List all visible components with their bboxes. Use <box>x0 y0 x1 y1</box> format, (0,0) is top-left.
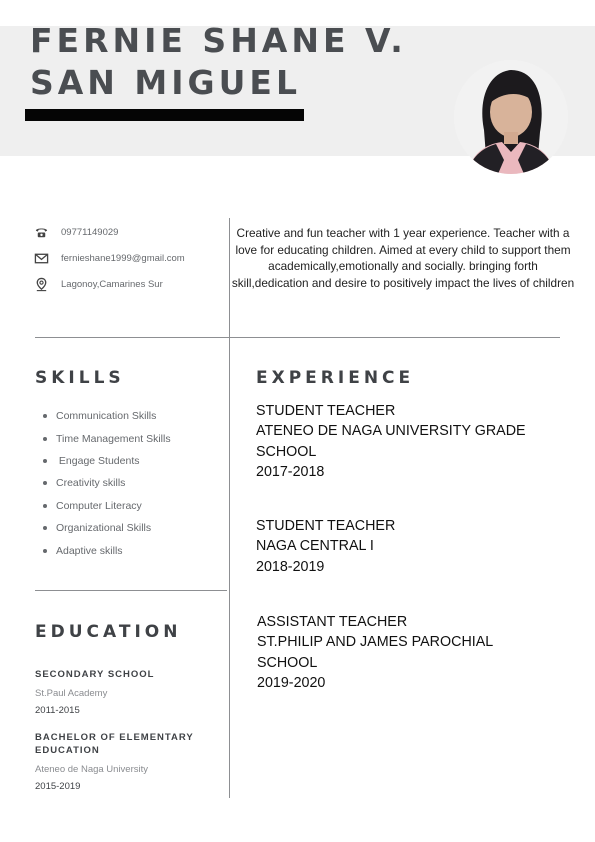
bullet-icon <box>43 459 47 463</box>
horizontal-divider-left <box>35 590 227 591</box>
experience-years: 2019-2020 <box>257 675 326 692</box>
bullet-icon <box>43 414 47 418</box>
education-school: Ateneo de Naga University <box>35 764 149 775</box>
skills-list <box>43 405 171 562</box>
contact-location <box>34 271 185 297</box>
experience-school-cont: SCHOOL <box>256 443 317 460</box>
contact-info <box>34 219 185 297</box>
experience-years: 2017-2018 <box>256 464 325 481</box>
education-level: SECONDARY SCHOOL <box>35 669 155 680</box>
bullet-icon <box>43 526 47 530</box>
phone-icon <box>34 225 49 240</box>
list-item <box>43 517 171 539</box>
bullet-icon <box>43 437 47 441</box>
location-text: Lagonoy,Camarines Sur <box>61 278 163 290</box>
list-item <box>43 539 171 561</box>
mail-icon <box>34 251 49 266</box>
skill-label: Creativity skills <box>56 477 126 490</box>
applicant-name <box>30 20 407 104</box>
education-years: 2015-2019 <box>35 781 81 792</box>
education-entry <box>35 668 215 716</box>
education-years: 2011-2015 <box>35 705 80 716</box>
profile-summary: Creative and fun teacher with 1 year experience. Teacher with a love for educating children. Aimed at every child to support them academically,emotionally and socially. bringing forth skill,dedication and desire to positively impact the lives of children <box>231 226 575 290</box>
list-item <box>43 450 171 472</box>
skill-label: Engage Students <box>56 454 140 467</box>
experience-school: NAGA CENTRAL I <box>256 538 374 555</box>
horizontal-divider-top <box>35 337 560 338</box>
vertical-divider <box>229 218 230 798</box>
experience-entry <box>256 401 526 483</box>
contact-phone <box>34 219 185 245</box>
bullet-icon <box>43 504 47 508</box>
redacted-subtitle-bar <box>25 109 304 121</box>
skill-label: Adaptive skills <box>56 544 123 557</box>
experience-role: ASSISTANT TEACHER <box>257 614 408 630</box>
experience-school-cont: SCHOOL <box>257 654 318 671</box>
list-item <box>43 495 171 517</box>
experience-entry <box>256 516 395 577</box>
email-text: fernieshane1999@gmail.com <box>61 252 185 264</box>
skill-label: Time Management Skills <box>56 432 171 445</box>
phone-text: 09771149029 <box>61 226 119 238</box>
experience-school: ATENEO DE NAGA UNIVERSITY GRADE <box>256 423 526 440</box>
education-school: St.Paul Academy <box>35 688 108 699</box>
contact-email <box>34 245 185 271</box>
profile-photo <box>454 60 568 174</box>
skill-label: Communication Skills <box>56 410 157 423</box>
experience-years: 2018-2019 <box>256 558 325 575</box>
list-item <box>43 472 171 494</box>
list-item <box>43 427 171 449</box>
skill-label: Computer Literacy <box>56 499 142 512</box>
bullet-icon <box>43 481 47 485</box>
bullet-icon <box>43 549 47 553</box>
name-line-1: FERNIE SHANE V. <box>30 21 407 60</box>
skill-label: Organizational Skills <box>56 522 152 535</box>
experience-role: STUDENT TEACHER <box>256 518 396 534</box>
experience-school: ST.PHILIP AND JAMES PAROCHIAL <box>257 634 494 651</box>
location-pin-icon <box>34 277 49 292</box>
skills-heading: SKILLS <box>35 368 125 388</box>
education-entry <box>35 731 205 792</box>
experience-heading: EXPERIENCE <box>256 368 415 388</box>
name-line-2: SAN MIGUEL <box>30 63 301 102</box>
education-heading: EDUCATION <box>35 622 182 642</box>
experience-entry <box>257 612 493 694</box>
education-level: BACHELOR OF ELEMENTARY EDUCATION <box>35 732 194 756</box>
experience-role: STUDENT TEACHER <box>256 403 396 419</box>
list-item <box>43 405 171 427</box>
